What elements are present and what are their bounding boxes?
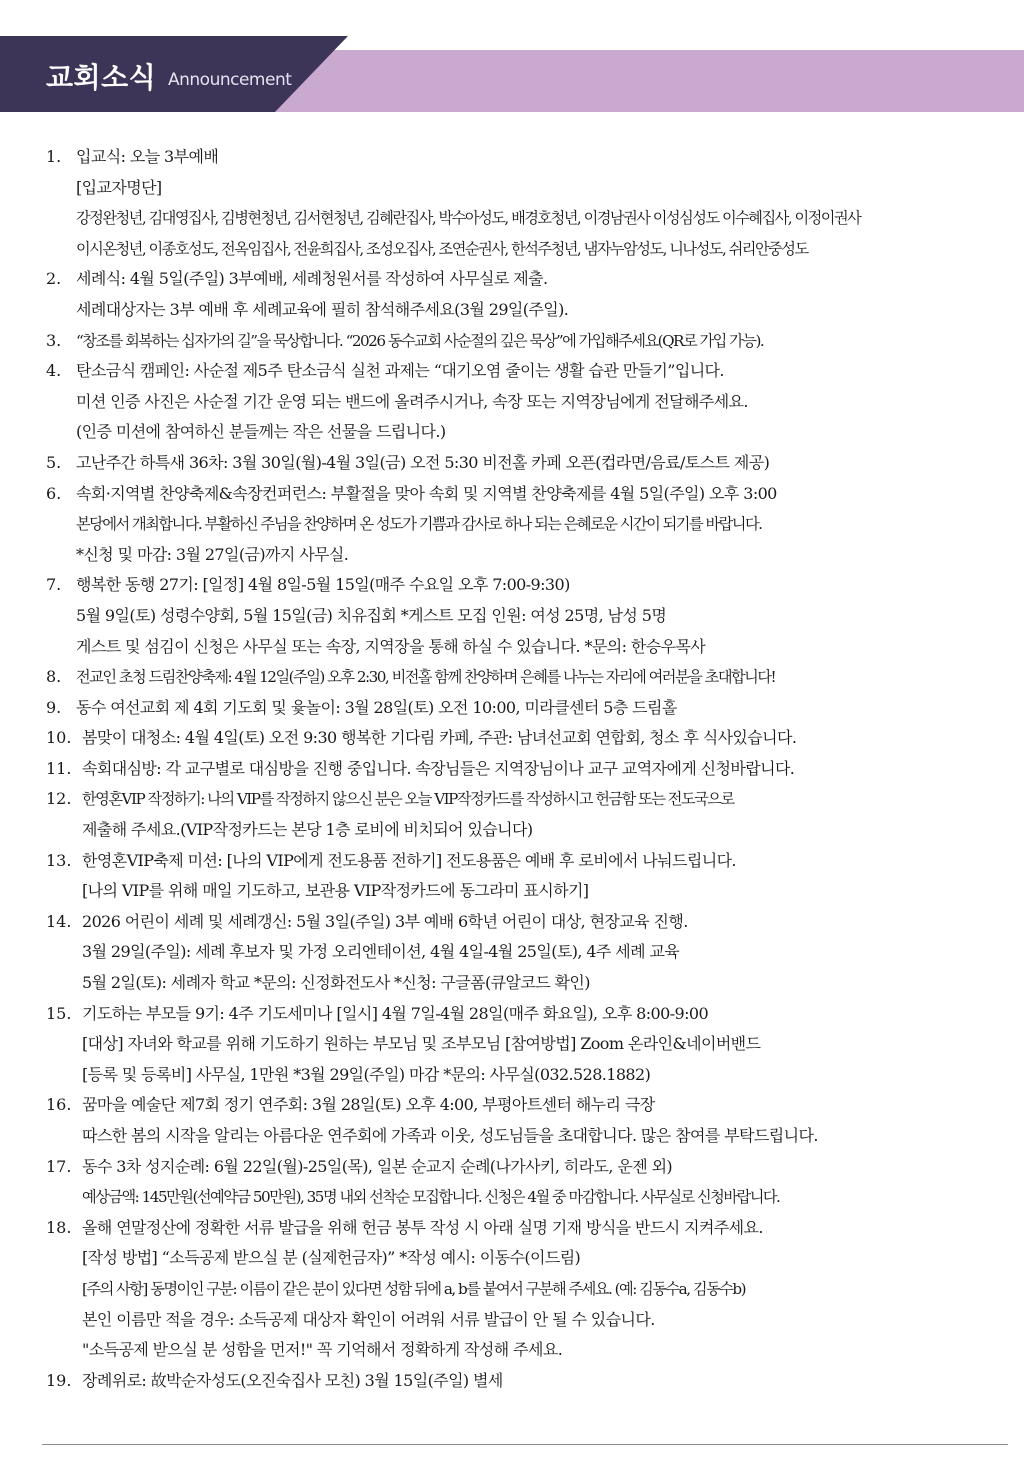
footer-divider [42, 1444, 1008, 1445]
item-text-line: [나의 VIP를 위해 매일 기도하고, 보관용 VIP작정카드에 동그라미 표시하기] [82, 881, 589, 901]
item-text-line: [입교자명단] [76, 177, 162, 197]
item-text-line: (인증 미션에 참여하신 분들께는 작은 선물을 드립니다.) [76, 422, 446, 442]
item-text-line: 본인 이름만 적을 경우: 소득공제 대상자 확인이 어려워 서류 발급이 안 될 수 있습니다. [82, 1309, 655, 1329]
item-text-line: 동수 3차 성지순례: 6월 22일(월)-25일(목), 일본 순교지 순례(나가사키, 히라도, 운젠 외) [82, 1156, 673, 1176]
item-number: 9. [46, 697, 62, 717]
item-text-line: 동수 여선교회 제 4회 기도회 및 윷놀이: 3월 28일(토) 오전 10:00, 미라클센터 5층 드림홀 [76, 697, 677, 717]
announcement-item [46, 723, 1006, 754]
announcement-item [46, 264, 1006, 325]
item-text-line: 속회대심방: 각 교구별로 대심방을 진행 중입니다. 속장님들은 지역장님이나 교구 교역자에게 신청바랍니다. [82, 758, 795, 778]
item-text-line: 이시온청년, 이종호성도, 전옥임집사, 전윤희집사, 조성오집사, 조연순권사, 한석주청년, 냄자누암성도, 니나성도, 쉬리안중성도 [76, 239, 808, 258]
announcement-item [46, 1152, 1006, 1213]
announcement-list [46, 142, 1006, 1396]
announcement-item [46, 693, 1006, 724]
item-text-line: 한영혼VIP축제 미션: [나의 VIP에게 전도용품 전하기] 전도용품은 예배 후 로비에서 나눠드립니다. [82, 850, 736, 870]
item-number: 10. [46, 728, 72, 748]
item-text-line: 따스한 봄의 시작을 알리는 아름다운 연주회에 가족과 이웃, 성도님들을 초대합니다. 많은 참여를 부탁드립니다. [82, 1126, 818, 1145]
item-number: 4. [46, 361, 62, 381]
item-number: 2. [46, 269, 62, 289]
announcement-item [46, 570, 1006, 662]
announcement-item [46, 1213, 1006, 1366]
item-text-line: 고난주간 하특새 36차: 3월 30일(월)-4월 3일(금) 오전 5:30 비전홀 카페 오픈(컵라면/음료/토스트 제공) [76, 452, 770, 472]
item-number: 18. [46, 1217, 72, 1237]
item-text-line: 행복한 동행 27기: [일정] 4월 8일-5월 15일(매주 수요일 오후 7:00-9:30) [76, 575, 570, 595]
item-text-line: 5월 9일(토) 성령수양회, 5월 15일(금) 치유집회 *게스트 모집 인원: 여성 25명, 남성 5명 [76, 605, 667, 625]
item-text-line: 미션 인증 사진은 사순절 기간 운영 되는 밴드에 올려주시거나, 속장 또는 지역장님에게 전달해주세요. [76, 391, 748, 411]
item-text-line: "소득공제 받으실 분 성함을 먼저!" 꼭 기억해서 정확하게 작성해 주세요. [82, 1340, 563, 1360]
item-text-line: 제출해 주세요.(VIP작정카드는 본당 1층 로비에 비치되어 있습니다) [82, 820, 533, 840]
item-number: 16. [46, 1095, 72, 1115]
item-text-line: 속회·지역별 찬양축제&속장컨퍼런스: 부활절을 맞아 속회 및 지역별 찬양축제를 4월 5일(주일) 오후 3:00 [76, 483, 777, 503]
item-text-line: 봄맞이 대청소: 4월 4일(토) 오전 9:30 행복한 기다림 카페, 주관: 남녀선교회 연합회, 청소 후 식사있습니다. [82, 728, 797, 748]
announcement-item [46, 479, 1006, 571]
item-number: 5. [46, 452, 62, 472]
item-text-line: 올해 연말정산에 정확한 서류 발급을 위해 헌금 봉투 작성 시 아래 실명 기재 방식을 반드시 지켜주세요. [82, 1217, 763, 1237]
item-number: 15. [46, 1003, 72, 1023]
item-text-line: [등록 및 등록비] 사무실, 1만원 *3월 29일(주일) 마감 *문의: 사무실(032.528.1882) [82, 1064, 651, 1084]
item-text-line: 3월 29일(주일): 세례 후보자 및 가정 오리엔테이션, 4월 4일-4월 25일(토), 4주 세례 교육 [82, 942, 680, 962]
item-text-line: 한영혼VIP 작정하기: 나의 VIP를 작정하지 않으신 분은 오늘 VIP작정카드를 작성하시고 헌금함 또는 전도국으로 [82, 790, 734, 809]
announcement-header [0, 0, 1024, 112]
item-number: 12. [46, 789, 72, 809]
item-text-line: 2026 어린이 세례 및 세례갱신: 5월 3일(주일) 3부 예배 6학년 어린이 대상, 현장교육 진행. [82, 911, 688, 931]
item-text-line: “창조를 회복하는 십자가의 길”을 묵상합니다. “2026 동수교회 사순절의 깊은 묵상”에 가입해주세요(QR로 가입 가능). [76, 331, 764, 350]
announcement-item [46, 1366, 1006, 1397]
announcement-item [46, 784, 1006, 845]
item-number: 8. [46, 667, 62, 687]
item-text-line: 예상금액: 145만원(선예약금 50만원), 35명 내외 선착순 모집합니다. 신청은 4월 중 마감합니다. 사무실로 신청바랍니다. [82, 1188, 780, 1207]
item-number: 6. [46, 483, 62, 503]
item-number: 1. [46, 147, 62, 166]
item-number: 14. [46, 911, 72, 931]
item-text-line: [작성 방법] “소득공제 받으실 분 (실제헌금자)” *작성 예시: 이동수(이드림) [82, 1248, 581, 1268]
announcement-item [46, 846, 1006, 907]
item-text-line: 입교식: 오늘 3부예배 [76, 147, 219, 166]
item-number: 17. [46, 1156, 72, 1176]
announcement-item [46, 999, 1006, 1091]
item-text-line: 전교인 초청 드림찬양축제: 4월 12일(주일) 오후 2:30, 비전홀 함께 찬양하며 은혜를 나누는 자리에 여러분을 초대합니다! [76, 668, 776, 687]
announcement-item [46, 356, 1006, 448]
item-text-line: 꿈마을 예술단 제7회 정기 연주회: 3월 28일(토) 오후 4:00, 부평아트센터 해누리 극장 [82, 1095, 655, 1115]
item-number: 11. [46, 758, 72, 778]
item-number: 3. [46, 330, 62, 350]
announcement-item [46, 754, 1006, 785]
item-text-line: [주의 사항] 동명이인 구분: 이름이 같은 분이 있다면 성함 뒤에 a, b를 붙여서 구분해 주세요. (예: 김동수a, 김동수b) [82, 1279, 746, 1298]
item-number: 19. [46, 1370, 72, 1390]
announcement-item [46, 448, 1006, 479]
announcement-item [46, 907, 1006, 999]
announcement-item [46, 662, 1006, 693]
page-title: 교회소식 [46, 61, 157, 94]
item-text-line: 강정완청년, 김대영집사, 김병현청년, 김서현청년, 김혜란집사, 박수아성도, 배경호청년, 이경남권사 이성심성도 이수혜집사, 이정이권사 [76, 209, 861, 228]
item-text-line: 본당에서 개최합니다. 부활하신 주님을 찬양하며 온 성도가 기쁨과 감사로 하나 되는 은혜로운 시간이 되기를 바랍니다. [76, 515, 762, 534]
item-number: 7. [46, 575, 62, 595]
announcement-item [46, 142, 1006, 264]
item-text-line: *신청 및 마감: 3월 27일(금)까지 사무실. [76, 544, 349, 564]
item-text-line: 게스트 및 섬김이 신청은 사무실 또는 속장, 지역장을 통해 하실 수 있습니다. *문의: 한승우목사 [76, 636, 706, 656]
item-text-line: [대상] 자녀와 학교를 위해 기도하기 원하는 부모님 및 조부모님 [참여방법] Zoom 온라인&네이버밴드 [82, 1034, 761, 1054]
item-text-line: 5월 2일(토): 세례자 학교 *문의: 신정화전도사 *신청: 구글폼(큐알코드 확인) [82, 973, 590, 993]
item-text-line: 장례위로: 故박순자성도(오진숙집사 모친) 3월 15일(주일) 별세 [82, 1370, 503, 1390]
page-subtitle: Announcement [168, 70, 292, 90]
announcement-item [46, 326, 1006, 357]
item-number: 13. [46, 850, 72, 870]
item-text-line: 기도하는 부모들 9기: 4주 기도세미나 [일시] 4월 7일-4월 28일(매주 화요일), 오후 8:00-9:00 [82, 1003, 709, 1023]
item-text-line: 탄소금식 캠페인: 사순절 제5주 탄소금식 실천 과제는 “대기오염 줄이는 생활 습관 만들기”입니다. [76, 361, 724, 381]
announcement-item [46, 1090, 1006, 1151]
item-text-line: 세례대상자는 3부 예배 후 세례교육에 필히 참석해주세요(3월 29일(주일). [76, 299, 569, 319]
item-text-line: 세례식: 4월 5일(주일) 3부예배, 세례청원서를 작성하여 사무실로 제출. [76, 269, 548, 289]
